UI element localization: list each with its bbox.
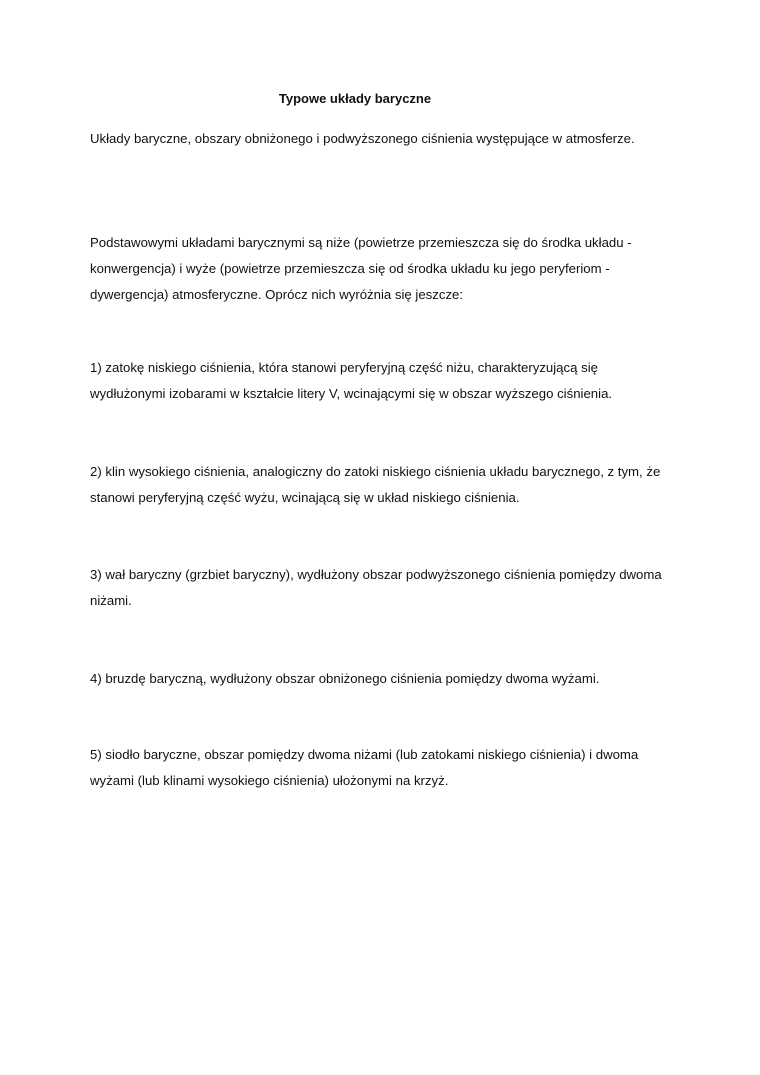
document-title: Typowe układy baryczne — [278, 91, 432, 106]
paragraph-item-3: 3) wał baryczny (grzbiet baryczny), wydłużony obszar podwyższonego ciśnienia pomiędzy dwoma niżami. — [90, 567, 662, 608]
paragraph-item-1: 1) zatokę niskiego ciśnienia, która stanowi peryferyjną część niżu, charakteryzującą się wydłużonymi izobarami w kształcie litery V, wcinającymi się w obszar wyższego ciśnienia. — [90, 360, 613, 401]
paragraph-item-4: 4) bruzdę baryczną, wydłużony obszar obniżonego ciśnienia pomiędzy dwoma wyżami. — [90, 671, 600, 686]
paragraph-intro: Układy baryczne, obszary obniżonego i podwyższonego ciśnienia występujące w atmosferze. — [90, 131, 635, 146]
paragraph-item-2: 2) klin wysokiego ciśnienia, analogiczny do zatoki niskiego ciśnienia układu barycznego, z tym, że stanowi peryferyjną część wyżu, wcinającą się w układ niskiego ciśnienia. — [90, 464, 661, 505]
paragraph-item-5: 5) siodło baryczne, obszar pomiędzy dwoma niżami (lub zatokami niskiego ciśnienia) i dwoma wyżami (lub klinami wysokiego ciśnienia) ułożonymi na krzyż. — [90, 747, 639, 788]
paragraph-main-systems: Podstawowymi układami barycznymi są niże (powietrze przemieszcza się do środka układu - konwergencja) i wyże (powietrze przemieszcza się od środka układu ku jego peryferiom - dywergencja) atmosferyczne. Oprócz nich wyróżnia się jeszcze: — [90, 235, 632, 302]
